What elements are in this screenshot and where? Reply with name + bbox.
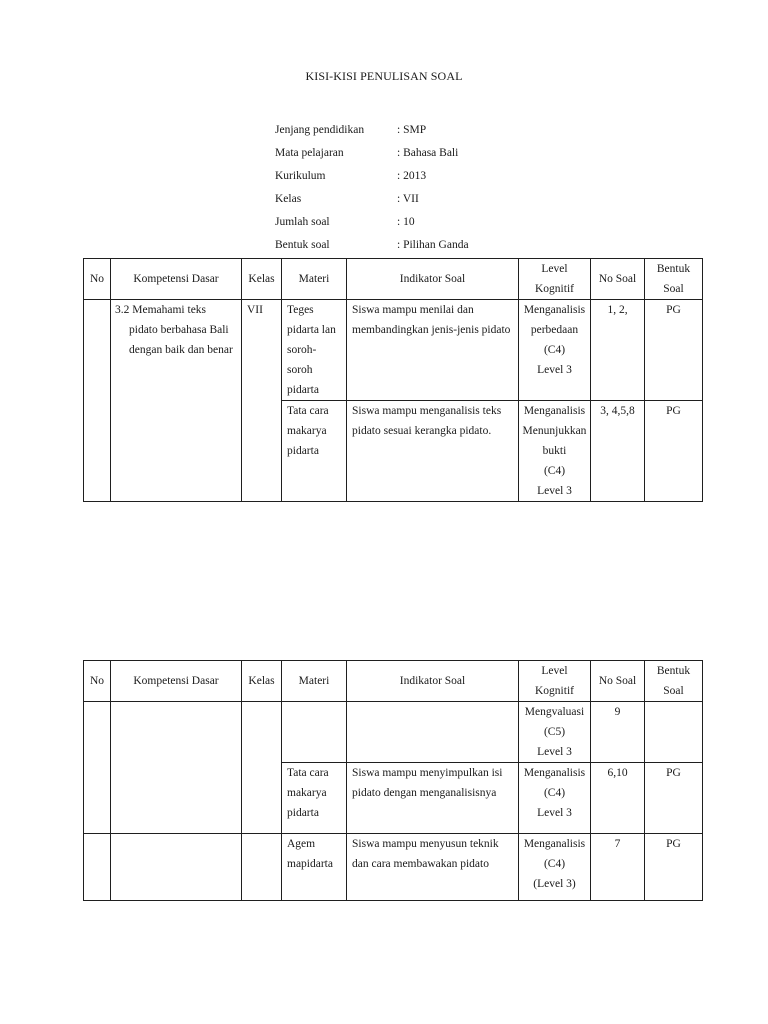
header-level-line: Level — [541, 263, 568, 275]
level-line: Menganalisis — [523, 304, 586, 316]
header-materi: Materi — [282, 259, 347, 300]
cell-materi — [282, 401, 347, 502]
level-line: Menganalisis — [523, 838, 586, 850]
cell-no-soal: 7 — [591, 834, 645, 901]
header-bentuk-soal — [645, 259, 703, 300]
cell-level — [519, 401, 591, 502]
meta-label: Jumlah soal — [275, 216, 330, 228]
cell-kompetensi-dasar — [111, 834, 242, 901]
level-line: (C4) — [543, 858, 566, 870]
cell-no — [84, 300, 111, 502]
header-no-soal: No Soal — [591, 661, 645, 702]
level-line: Level 3 — [537, 746, 572, 758]
materi-line: pidarta lan — [287, 324, 336, 336]
materi-line: soroh — [287, 364, 313, 376]
meta-row — [275, 122, 597, 145]
meta-row — [275, 214, 597, 237]
header-no-soal: No Soal — [591, 259, 645, 300]
meta-value: : 10 — [397, 216, 415, 228]
cell-no-soal: 3, 4,5,8 — [591, 401, 645, 502]
document-meta — [275, 122, 597, 260]
header-level-line: Kognitif — [535, 685, 574, 697]
materi-line: pidarta — [287, 384, 319, 396]
cell-materi — [282, 763, 347, 834]
materi-line: makarya — [287, 425, 327, 437]
meta-label: Kelas — [275, 193, 302, 205]
level-line: Menganalisis — [523, 405, 586, 417]
materi-line: pidarta — [287, 445, 319, 457]
indikator-line: membandingkan jenis-jenis pidato — [352, 324, 511, 336]
materi-line: mapidarta — [287, 858, 333, 870]
header-indikator-soal: Indikator Soal — [347, 259, 519, 300]
materi-line: makarya — [287, 787, 327, 799]
level-line: (C4) — [543, 344, 566, 356]
header-level-line: Level — [541, 665, 568, 677]
header-kelas: Kelas — [242, 661, 282, 702]
meta-label: Mata pelajaran — [275, 147, 344, 159]
kd-line: 3.2 Memahami teks — [115, 304, 207, 316]
cell-kelas — [242, 702, 282, 834]
materi-line: Teges — [287, 304, 314, 316]
meta-value: : 2013 — [397, 170, 427, 182]
materi-line: soroh- — [287, 344, 317, 356]
cell-kelas — [242, 834, 282, 901]
cell-indikator — [347, 401, 519, 502]
cell-level — [519, 763, 591, 834]
kisi-table-1 — [83, 258, 703, 502]
header-indikator-soal: Indikator Soal — [347, 661, 519, 702]
materi-line: Tata cara — [287, 767, 329, 779]
header-bentuk-line: Soal — [663, 283, 684, 295]
meta-row — [275, 237, 597, 260]
header-no: No — [84, 259, 111, 300]
meta-row — [275, 145, 597, 168]
cell-bentuk-soal: PG — [645, 401, 703, 502]
header-bentuk-soal — [645, 661, 703, 702]
table-header-row — [84, 259, 703, 300]
header-kompetensi-dasar: Kompetensi Dasar — [111, 661, 242, 702]
cell-no-soal: 6,10 — [591, 763, 645, 834]
cell-kompetensi-dasar — [111, 702, 242, 834]
table-row — [84, 300, 703, 401]
level-line: Mengvaluasi — [524, 706, 585, 718]
meta-value: : Pilihan Ganda — [397, 239, 469, 251]
header-no: No — [84, 661, 111, 702]
cell-materi — [282, 702, 347, 763]
indikator-line: pidato sesuai kerangka pidato. — [352, 425, 492, 437]
cell-bentuk-soal: PG — [645, 834, 703, 901]
header-materi: Materi — [282, 661, 347, 702]
header-kompetensi-dasar: Kompetensi Dasar — [111, 259, 242, 300]
cell-kompetensi-dasar — [111, 300, 242, 502]
header-level-kognitif — [519, 661, 591, 702]
materi-line: Tata cara — [287, 405, 329, 417]
cell-bentuk-soal: PG — [645, 300, 703, 401]
level-line: Menganalisis — [523, 767, 586, 779]
table-row — [84, 702, 703, 763]
cell-indikator — [347, 763, 519, 834]
header-kelas: Kelas — [242, 259, 282, 300]
cell-indikator — [347, 834, 519, 901]
level-line: (Level 3) — [533, 878, 576, 890]
meta-row — [275, 168, 597, 191]
meta-label: Bentuk soal — [275, 239, 330, 251]
meta-label: Kurikulum — [275, 170, 326, 182]
cell-materi — [282, 834, 347, 901]
indikator-line: dan cara membawakan pidato — [352, 858, 489, 870]
level-line: (C4) — [543, 787, 566, 799]
cell-level — [519, 702, 591, 763]
cell-no — [84, 834, 111, 901]
meta-value: : Bahasa Bali — [397, 147, 459, 159]
cell-materi — [282, 300, 347, 401]
cell-no-soal: 9 — [591, 702, 645, 763]
cell-bentuk-soal: PG — [645, 763, 703, 834]
level-line: perbedaan — [530, 324, 579, 336]
level-line: Menunjukkan — [522, 425, 587, 437]
cell-no-soal: 1, 2, — [591, 300, 645, 401]
indikator-line: Siswa mampu menyimpulkan isi — [352, 767, 503, 779]
header-bentuk-line: Bentuk — [656, 665, 691, 677]
header-bentuk-line: Soal — [663, 685, 684, 697]
kisi-table-2 — [83, 660, 703, 901]
kd-line: dengan baik dan benar — [129, 344, 233, 356]
meta-value: : SMP — [397, 124, 427, 136]
meta-value: : VII — [397, 193, 419, 205]
table-header-row — [84, 661, 703, 702]
indikator-line: pidato dengan menganalisisnya — [352, 787, 497, 799]
header-bentuk-line: Bentuk — [656, 263, 691, 275]
level-line: (C5) — [543, 726, 566, 738]
materi-line: pidarta — [287, 807, 319, 819]
meta-row — [275, 191, 597, 214]
level-line: Level 3 — [537, 485, 572, 497]
level-line: Level 3 — [537, 364, 572, 376]
level-line: (C4) — [543, 465, 566, 477]
table-row — [84, 834, 703, 901]
level-line: Level 3 — [537, 807, 572, 819]
cell-no — [84, 702, 111, 834]
indikator-line: Siswa mampu menganalisis teks — [352, 405, 502, 417]
cell-level — [519, 834, 591, 901]
cell-level — [519, 300, 591, 401]
level-line: bukti — [542, 445, 567, 457]
cell-indikator — [347, 702, 519, 763]
header-level-kognitif — [519, 259, 591, 300]
indikator-line: Siswa mampu menilai dan — [352, 304, 474, 316]
document-title: KISI-KISI PENULISAN SOAL — [305, 69, 463, 83]
indikator-line: Siswa mampu menyusun teknik — [352, 838, 499, 850]
header-level-line: Kognitif — [535, 283, 574, 295]
cell-indikator — [347, 300, 519, 401]
meta-label: Jenjang pendidikan — [275, 124, 365, 136]
cell-bentuk-soal — [645, 702, 703, 763]
cell-kelas: VII — [242, 300, 282, 502]
kd-line: pidato berbahasa Bali — [129, 324, 229, 336]
materi-line: Agem — [287, 838, 316, 850]
